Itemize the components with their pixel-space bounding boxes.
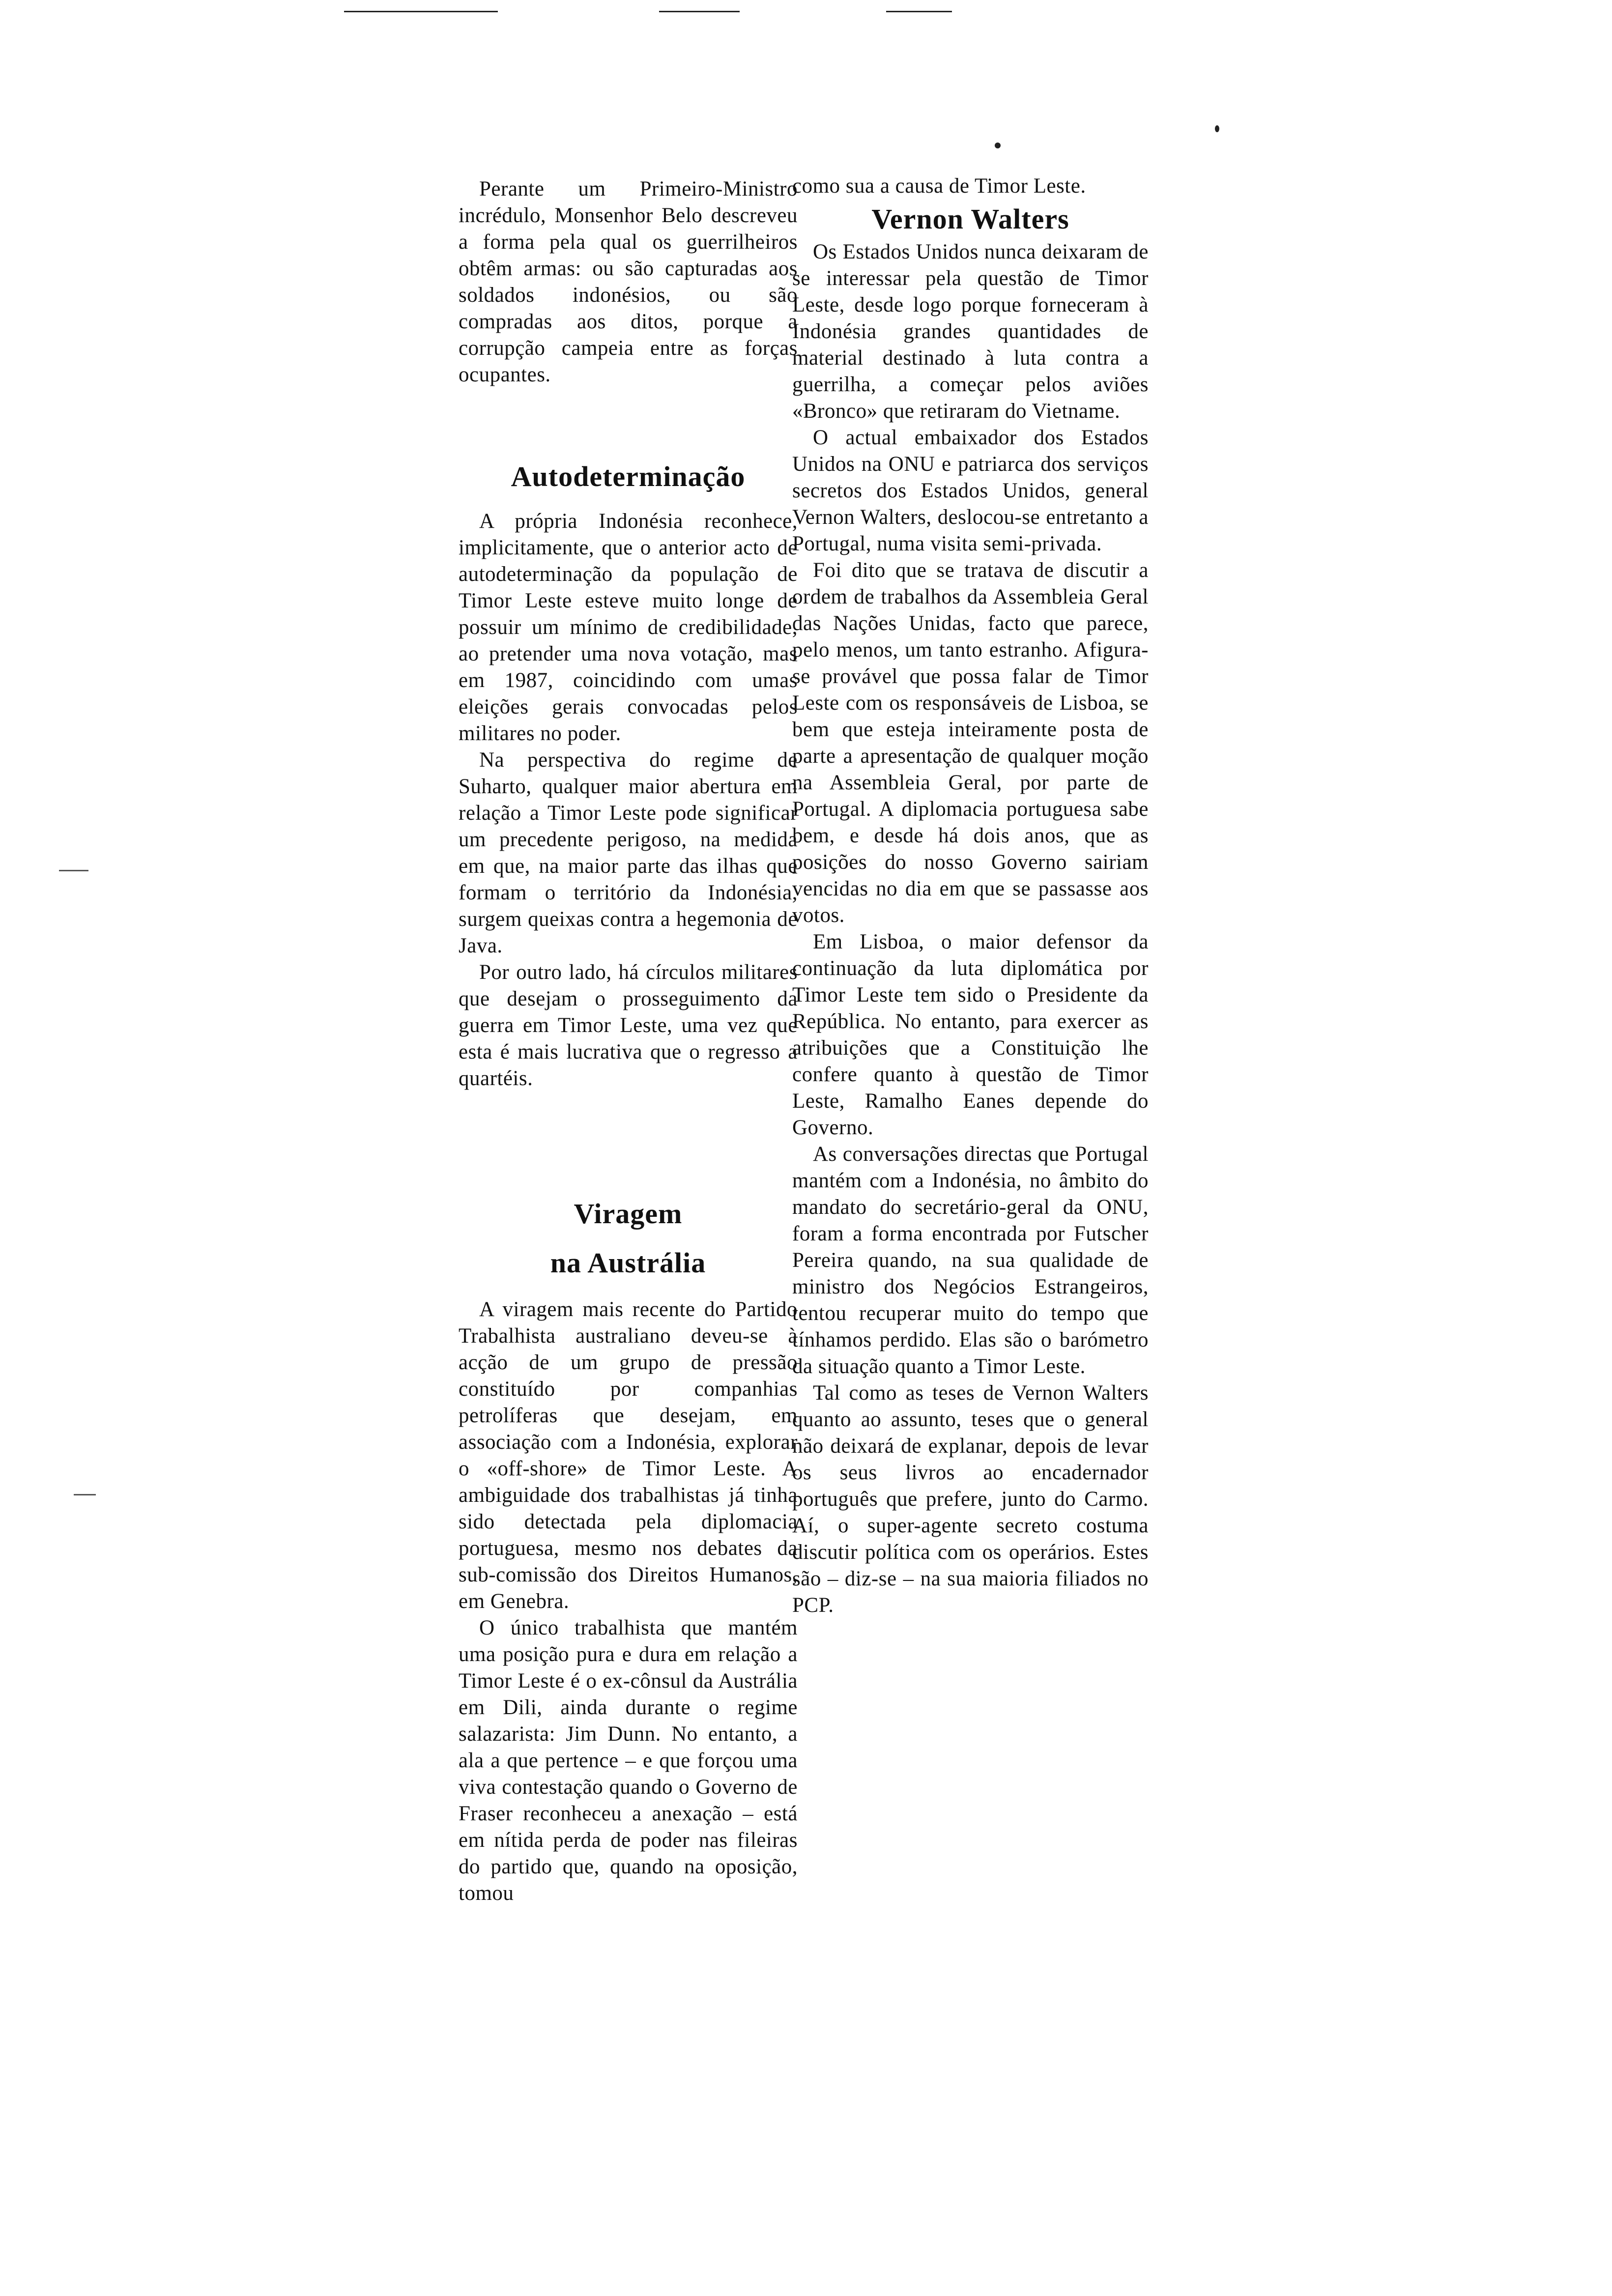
section-viragem bbox=[459, 1189, 798, 1907]
section-heading: na Austrália bbox=[550, 1247, 706, 1279]
article-right-column bbox=[792, 173, 1149, 1619]
paragraph: como sua a causa de Timor Leste. bbox=[792, 174, 1086, 198]
section-heading: Viragem bbox=[574, 1198, 683, 1230]
paragraph: Perante um Primeiro-Ministro incrédulo, Monsenhor Belo descreveu a forma pela qual os guerrilheiros obtêm armas: ou são capturadas aos soldados indonésios, ou são compradas aos ditos, porque a corrupção campeia entre as forças ocupantes. bbox=[459, 177, 798, 386]
paragraph: O actual embaixador dos Estados Unidos na ONU e patriarca dos serviços secretos dos Estados Unidos, general Vernon Walters, deslocou-se entretanto a Portugal, numa visita semi-privada. bbox=[792, 426, 1149, 555]
paragraph: A própria Indonésia reconhece, implicitamente, que o anterior acto de autodeterminação da população de Timor Leste esteve muito longe de possuir um mínimo de credibilidade, ao pretender uma nova votação, mas em 1987, coincidindo com umas eleições gerais convocadas pelos militares no poder. bbox=[459, 510, 798, 745]
scan-mark bbox=[59, 870, 88, 871]
article-left-column bbox=[459, 176, 798, 388]
top-rule bbox=[659, 11, 740, 12]
speck bbox=[1215, 125, 1219, 132]
paragraph: Tal como as teses de Vernon Walters quanto ao assunto, teses que o general não deixará de explanar, depois de levar os seus livros ao encadernador português que prefere, junto do Carmo. Aí, o super-agente secreto costuma discutir política com os operários. Estes são – diz-se – na sua maioria filiados no PCP. bbox=[792, 1381, 1149, 1617]
paragraph: Por outro lado, há círculos militares que desejam o prosseguimento da guerra em Timor Leste, uma vez que esta é mais lucrativa que o regresso a quartéis. bbox=[459, 961, 798, 1090]
paragraph: Na perspectiva do regime de Suharto, qualquer maior abertura em relação a Timor Leste pode significar um precedente perigoso, na medida em que, na maior parte das ilhas que formam o território da Indonésia, surgem queixas contra a hegemonia de Java. bbox=[459, 748, 798, 957]
section-heading: Autodeterminação bbox=[511, 460, 746, 492]
paragraph: O único trabalhista que mantém uma posição pura e dura em relação a Timor Leste é o ex-cônsul da Austrália em Dili, ainda durante o regime salazarista: Jim Dunn. No entanto, a ala a que pertence – e que forçou uma viva contestação quando o Governo de Fraser reconheceu a anexação – está em nítida perda de poder nas fileiras do partido que, quando na oposição, tomou bbox=[459, 1616, 798, 1905]
section-heading: Vernon Walters bbox=[871, 203, 1069, 235]
top-rule bbox=[886, 11, 952, 12]
paragraph: As conversações directas que Portugal mantém com a Indonésia, no âmbito do mandato do secretário-geral da ONU, foram a forma encontrada por Futscher Pereira quando, na sua qualidade de ministro dos Negócios Estrangeiros, tentou recuperar muito do tempo que tínhamos perdido. Elas são o barómetro da situação quanto a Timor Leste. bbox=[792, 1143, 1149, 1378]
top-rule bbox=[344, 11, 498, 12]
speck bbox=[995, 143, 1001, 148]
paragraph: Em Lisboa, o maior defensor da continuação da luta diplomática por Timor Leste tem sido o Presidente da República. No entanto, para exercer as atribuições que a Constituição lhe confere quanto à questão de Timor Leste, Ramalho Eanes depende do Governo. bbox=[792, 930, 1149, 1139]
scan-mark bbox=[74, 1494, 96, 1495]
paragraph: Foi dito que se tratava de discutir a ordem de trabalhos da Assembleia Geral das Nações Unidas, facto que parece, pelo menos, um tanto estranho. Afigura-se provável que possa falar de Timor Leste com os responsáveis de Lisboa, se bem que esteja inteiramente posta de parte a apresentação de qualquer moção na Assembleia Geral, por parte de Portugal. A diplomacia portuguesa sabe bem, e desde há dois anos, que as posições do nosso Governo sairiam vencidas no dia em que se passasse aos votos. bbox=[792, 559, 1149, 927]
paragraph: A viragem mais recente do Partido Trabalhista australiano deveu-se à acção de um grupo de pressão constituído por companhias petrolíferas que desejam, em associação com a Indonésia, explorar o «off-shore» de Timor Leste. A ambiguidade dos trabalhistas já tinha sido detectada pela diplomacia portuguesa, mesmo nos debates da sub-comissão dos Direitos Humanos, em Genebra. bbox=[459, 1298, 798, 1613]
section-autodeterminacao bbox=[459, 457, 798, 1092]
paragraph: Os Estados Unidos nunca deixaram de se interessar pela questão de Timor Leste, desde logo porque forneceram à Indonésia grandes quantidades de material destinado à luta contra a guerrilha, a começar pelos aviões «Bronco» que retiraram do Vietname. bbox=[792, 240, 1149, 423]
